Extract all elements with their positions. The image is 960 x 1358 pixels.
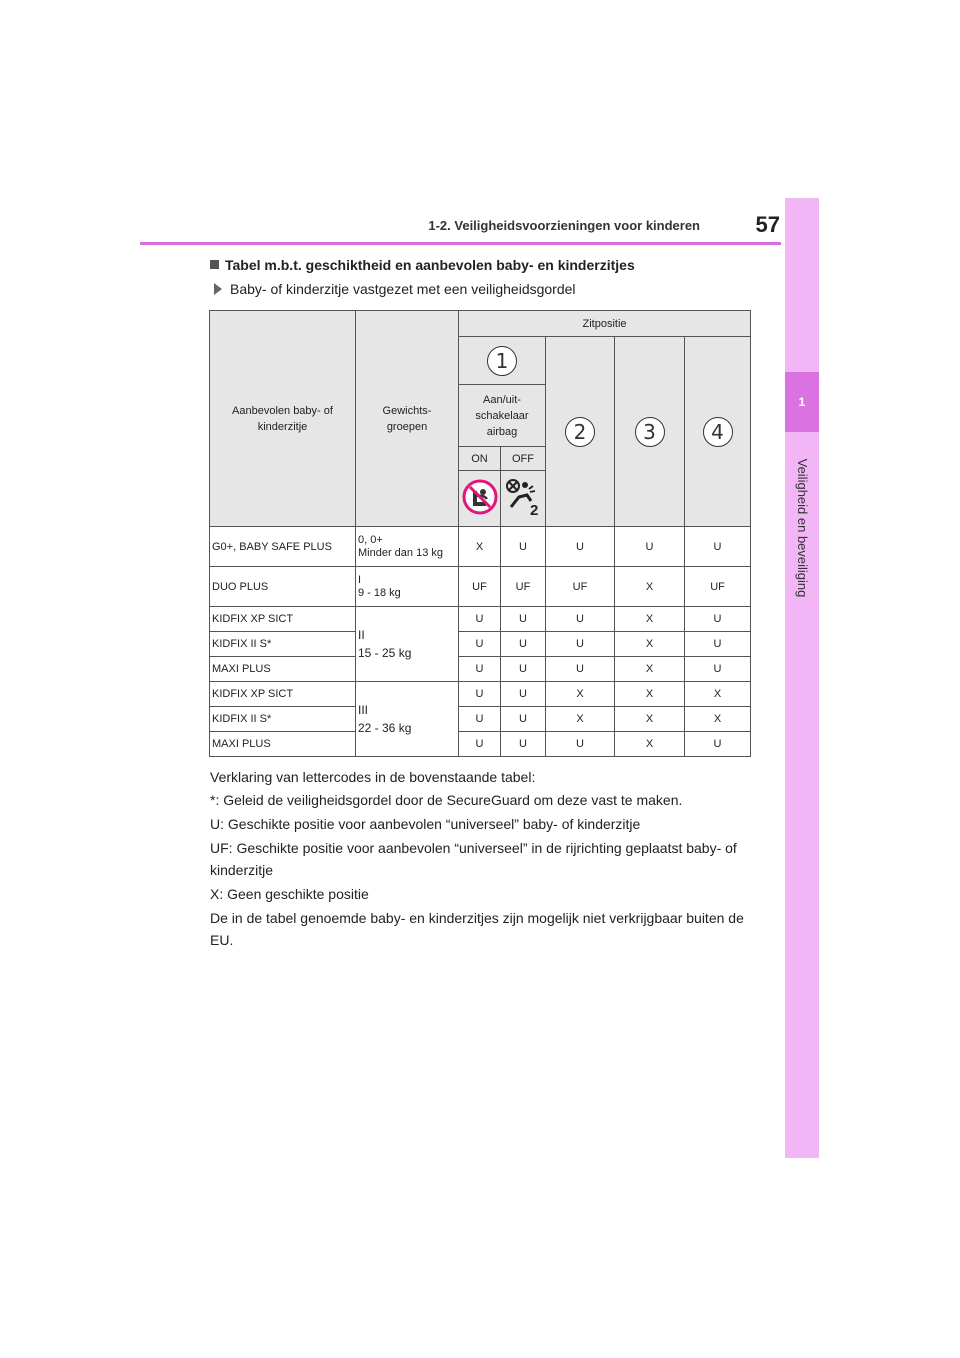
table-row bbox=[210, 732, 751, 757]
legend-u: U: Geschikte positie voor aanbevolen “universeel” baby- of kinderzitje bbox=[210, 816, 641, 832]
value-cell: U bbox=[459, 632, 501, 657]
col-header-position: Zitpositie bbox=[459, 311, 751, 337]
weight-class: 0, 0+ bbox=[358, 533, 383, 546]
weight-group bbox=[356, 527, 459, 567]
value-cell: X bbox=[615, 632, 685, 657]
chapter-side-tab bbox=[785, 198, 819, 1158]
sub-heading bbox=[214, 281, 576, 297]
airbag-off-icon-cell bbox=[501, 471, 546, 527]
value-cell: U bbox=[501, 527, 546, 567]
legend-asterisk: *: Geleid de veiligheidsgordel door de SecureGuard om deze vast te maken. bbox=[210, 792, 683, 808]
svg-text:2: 2 bbox=[530, 502, 539, 517]
availability-note: De in de tabel genoemde baby- en kinderzitjes zijn mogelijk niet verkrijgbaar buiten de EU. bbox=[210, 910, 744, 948]
page-header-title: 1-2. Veiligheidsvoorzieningen voor kinderen bbox=[428, 218, 700, 233]
value-cell: U bbox=[615, 527, 685, 567]
weight-range: 15 - 25 kg bbox=[358, 646, 412, 660]
value-cell: U bbox=[459, 607, 501, 632]
value-cell: U bbox=[685, 732, 751, 757]
seat-name: KIDFIX XP SICT bbox=[210, 607, 356, 632]
weight-range: Minder dan 13 kg bbox=[358, 546, 443, 559]
value-cell: U bbox=[546, 732, 615, 757]
table-row bbox=[210, 707, 751, 732]
table-row bbox=[210, 632, 751, 657]
value-cell: U bbox=[459, 707, 501, 732]
value-cell: UF bbox=[546, 567, 615, 607]
airbag-on-icon-cell bbox=[459, 471, 501, 527]
value-cell: U bbox=[459, 657, 501, 682]
seat-name: KIDFIX XP SICT bbox=[210, 682, 356, 707]
weight-range: 22 - 36 kg bbox=[358, 721, 412, 735]
value-cell: X bbox=[615, 607, 685, 632]
value-cell: U bbox=[546, 632, 615, 657]
seat-name: MAXI PLUS bbox=[210, 657, 356, 682]
value-cell: U bbox=[685, 607, 751, 632]
value-cell: U bbox=[546, 527, 615, 567]
value-cell: UF bbox=[459, 567, 501, 607]
value-cell: U bbox=[459, 682, 501, 707]
legend-uf: UF: Geschikte positie voor aanbevolen “universeel” in de rijrichting geplaatst baby- of kinderzitje bbox=[210, 840, 737, 878]
value-cell: U bbox=[685, 527, 751, 567]
table-row bbox=[210, 682, 751, 707]
weight-group bbox=[356, 567, 459, 607]
square-bullet-icon bbox=[210, 260, 219, 269]
weight-class: I bbox=[358, 573, 362, 586]
value-cell: U bbox=[546, 657, 615, 682]
seat-name: DUO PLUS bbox=[210, 567, 356, 607]
col-header-weight: Gewichts- groepen bbox=[356, 311, 459, 527]
value-cell: U bbox=[685, 632, 751, 657]
position-1-cell bbox=[459, 337, 546, 385]
header-divider bbox=[140, 242, 781, 245]
value-cell: X bbox=[685, 682, 751, 707]
position-2-badge: 2 bbox=[565, 417, 595, 447]
position-4-cell bbox=[685, 337, 751, 527]
chapter-label: Veiligheid en beveiliging bbox=[795, 458, 810, 598]
value-cell: X bbox=[615, 732, 685, 757]
airbag-on-header: ON bbox=[459, 447, 501, 471]
position-1-badge: 1 bbox=[487, 346, 517, 376]
position-3-badge: 3 bbox=[635, 417, 665, 447]
value-cell: U bbox=[546, 607, 615, 632]
child-seat-table bbox=[209, 310, 751, 757]
airbag-switch-header: Aan/uit- schakelaar airbag bbox=[459, 385, 546, 447]
value-cell: U bbox=[459, 732, 501, 757]
legend-x: X: Geen geschikte positie bbox=[210, 886, 369, 902]
airbag-off-header: OFF bbox=[501, 447, 546, 471]
table-row bbox=[210, 657, 751, 682]
seat-name: KIDFIX II S* bbox=[210, 707, 356, 732]
col-header-seat: Aanbevolen baby- of kinderzitje bbox=[210, 311, 356, 527]
value-cell: U bbox=[501, 657, 546, 682]
page-number: 57 bbox=[755, 212, 780, 237]
legend-intro: Verklaring van lettercodes in de bovenstaande tabel: bbox=[210, 769, 536, 785]
value-cell: U bbox=[501, 607, 546, 632]
value-cell: U bbox=[501, 632, 546, 657]
value-cell: UF bbox=[501, 567, 546, 607]
table-row bbox=[210, 607, 751, 632]
triangle-bullet-icon bbox=[214, 283, 222, 295]
table-row bbox=[210, 567, 751, 607]
value-cell: X bbox=[459, 527, 501, 567]
value-cell: X bbox=[685, 707, 751, 732]
value-cell: U bbox=[501, 682, 546, 707]
passenger-airbag-on-icon bbox=[503, 477, 543, 517]
position-2-cell bbox=[546, 337, 615, 527]
value-cell: X bbox=[615, 707, 685, 732]
sub-heading-text: Baby- of kinderzitje vastgezet met een veiligheidsgordel bbox=[230, 281, 576, 297]
section-heading bbox=[210, 257, 635, 273]
weight-group bbox=[356, 607, 459, 682]
value-cell: X bbox=[546, 707, 615, 732]
weight-class: II bbox=[358, 628, 365, 642]
section-heading-text: Tabel m.b.t. geschiktheid en aanbevolen baby- en kinderzitjes bbox=[225, 257, 635, 273]
position-4-badge: 4 bbox=[703, 417, 733, 447]
chapter-number-badge: 1 bbox=[785, 372, 819, 432]
weight-class: III bbox=[358, 703, 369, 717]
value-cell: X bbox=[615, 567, 685, 607]
seat-name: MAXI PLUS bbox=[210, 732, 356, 757]
value-cell: U bbox=[685, 657, 751, 682]
value-cell: U bbox=[501, 707, 546, 732]
value-cell: U bbox=[501, 732, 546, 757]
weight-group bbox=[356, 682, 459, 757]
airbag-off-indicator-icon bbox=[462, 479, 498, 515]
weight-range: 9 - 18 kg bbox=[358, 586, 401, 599]
table-row bbox=[210, 527, 751, 567]
position-3-cell bbox=[615, 337, 685, 527]
value-cell: X bbox=[546, 682, 615, 707]
seat-name: KIDFIX II S* bbox=[210, 632, 356, 657]
seat-name: G0+, BABY SAFE PLUS bbox=[210, 527, 356, 567]
value-cell: UF bbox=[685, 567, 751, 607]
value-cell: X bbox=[615, 682, 685, 707]
value-cell: X bbox=[615, 657, 685, 682]
